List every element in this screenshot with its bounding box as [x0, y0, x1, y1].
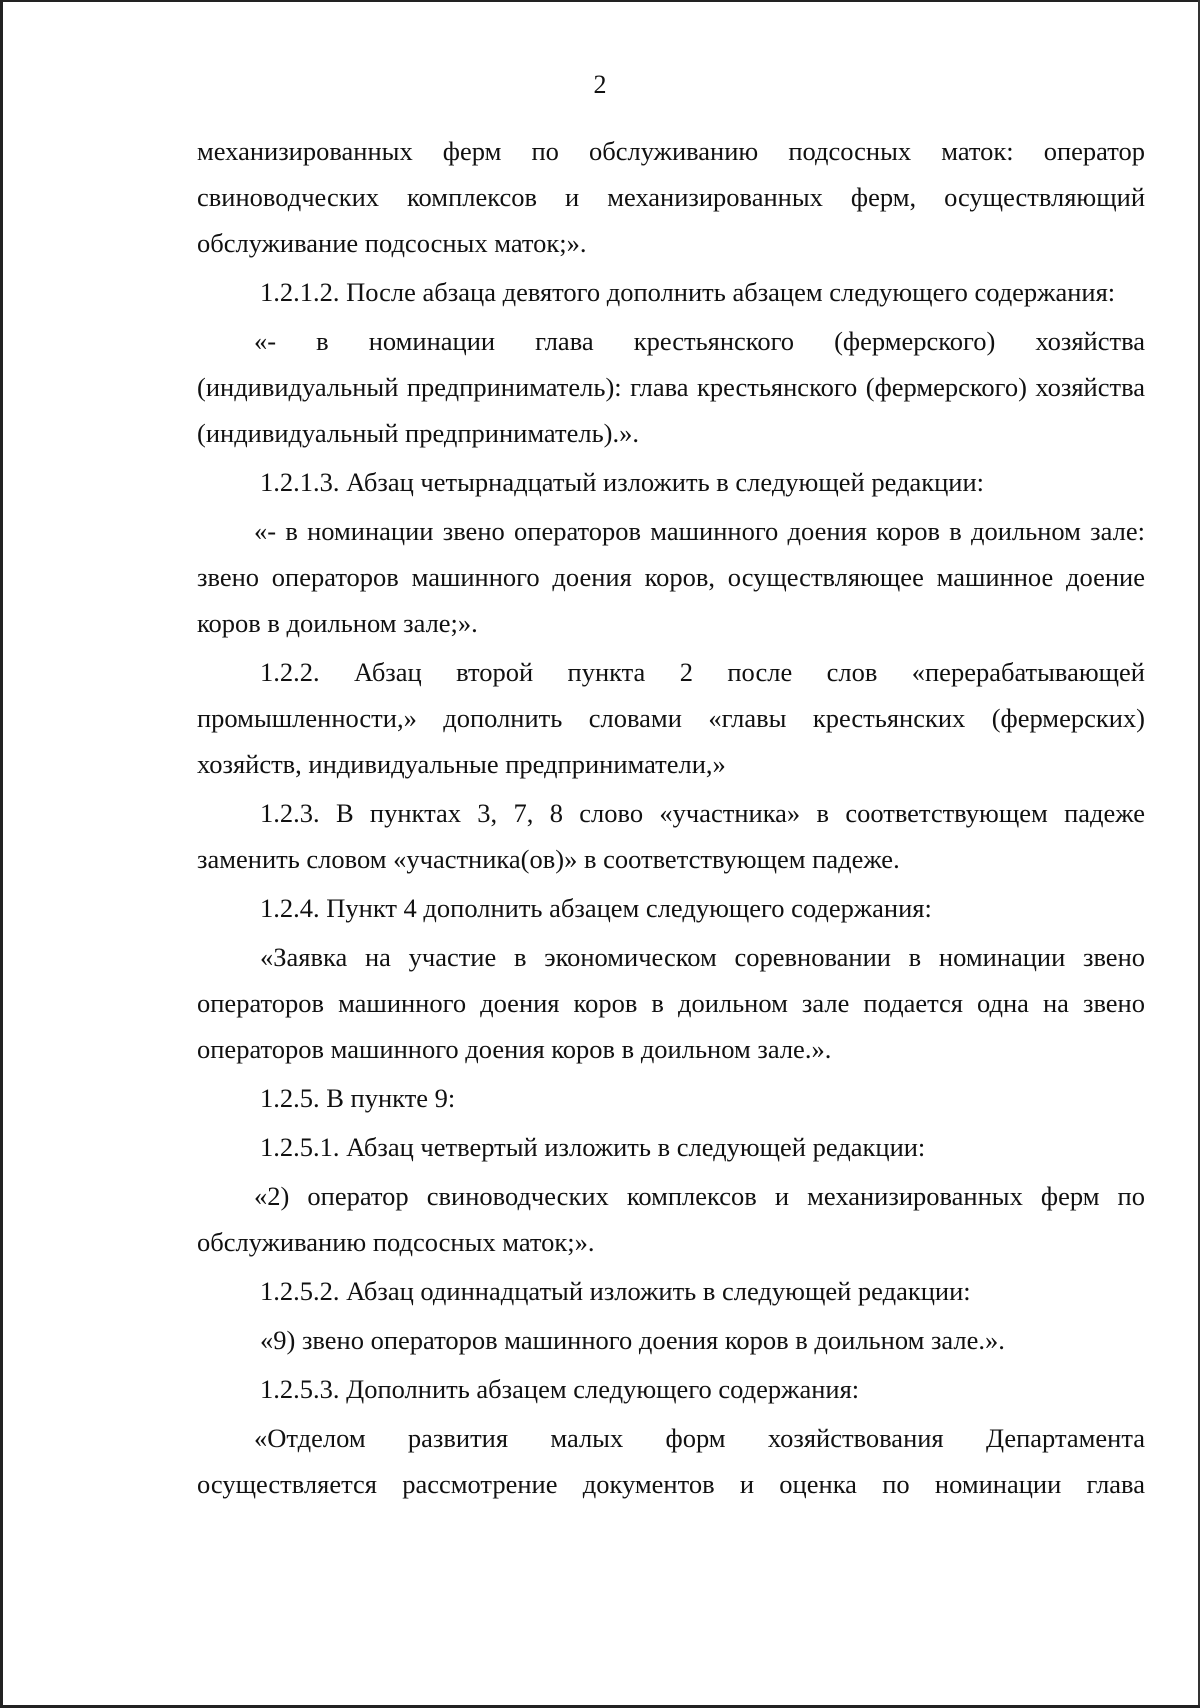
paragraph-quote-farm-head: «- в номинации глава крестьянского (фермерского) хозяйства (индивидуальный предприниматель): глава крестьянского (фермерского) хозяйства (индивидуальный предприниматель).».: [197, 326, 1145, 448]
scan-edge-left: [0, 0, 3, 1708]
page-number: 2: [593, 70, 607, 99]
paragraph-1-2-5-2: 1.2.5.2. Абзац одиннадцатый изложить в следующей редакции:: [260, 1276, 971, 1306]
document-body: [197, 128, 1145, 1510]
paragraph-1-2-4: 1.2.4. Пункт 4 дополнить абзацем следующего содержания:: [260, 893, 932, 923]
paragraph-quote-item-9: «9) звено операторов машинного доения коров в доильном зале.».: [260, 1325, 1005, 1355]
paragraph-quote-item-2: «2) оператор свиноводческих комплексов и механизированных ферм по обслуживанию подсосных маток;».: [197, 1181, 1145, 1257]
paragraph-1-2-2: 1.2.2. Абзац второй пункта 2 после слов «перерабатывающей промышленности,» дополнить словами «главы крестьянских (фермерских) хозяйств, индивидуальные предприниматели,»: [197, 657, 1145, 779]
paragraph-quote-department: «Отделом развития малых форм хозяйствования Департамента осуществляется рассмотрение документов и оценка по номинации глава: [197, 1423, 1145, 1499]
paragraph-1-2-5-1: 1.2.5.1. Абзац четвертый изложить в следующей редакции:: [260, 1132, 926, 1162]
paragraph-1-2-1-3: 1.2.1.3. Абзац четырнадцатый изложить в следующей редакции:: [260, 467, 985, 497]
paragraph-1-2-3: 1.2.3. В пунктах 3, 7, 8 слово «участника» в соответствующем падеже заменить словом «участника(ов)» в соответствующем падеже.: [197, 798, 1145, 874]
scan-edge-top: [0, 0, 1200, 2]
paragraph-quote-application: «Заявка на участие в экономическом соревновании в номинации звено операторов машинного доения коров в доильном зале подается одна на звено операторов машинного доения коров в доильном зале.».: [197, 942, 1145, 1064]
paragraph-1-2-5-3: 1.2.5.3. Дополнить абзацем следующего содержания:: [260, 1374, 860, 1404]
paragraph-1-2-1-2: 1.2.1.2. После абзаца девятого дополнить абзацем следующего содержания:: [260, 277, 1116, 307]
paragraph-continuation: механизированных ферм по обслуживанию подсосных маток: оператор свиноводческих комплексов и механизированных ферм, осуществляющий обслуживание подсосных маток;».: [197, 136, 1145, 258]
paragraph-quote-milking-team: «- в номинации звено операторов машинного доения коров в доильном зале: звено операторов машинного доения коров, осуществляющее машинное доение коров в доильном зале;».: [197, 516, 1145, 638]
paragraph-1-2-5: 1.2.5. В пункте 9:: [260, 1083, 456, 1113]
